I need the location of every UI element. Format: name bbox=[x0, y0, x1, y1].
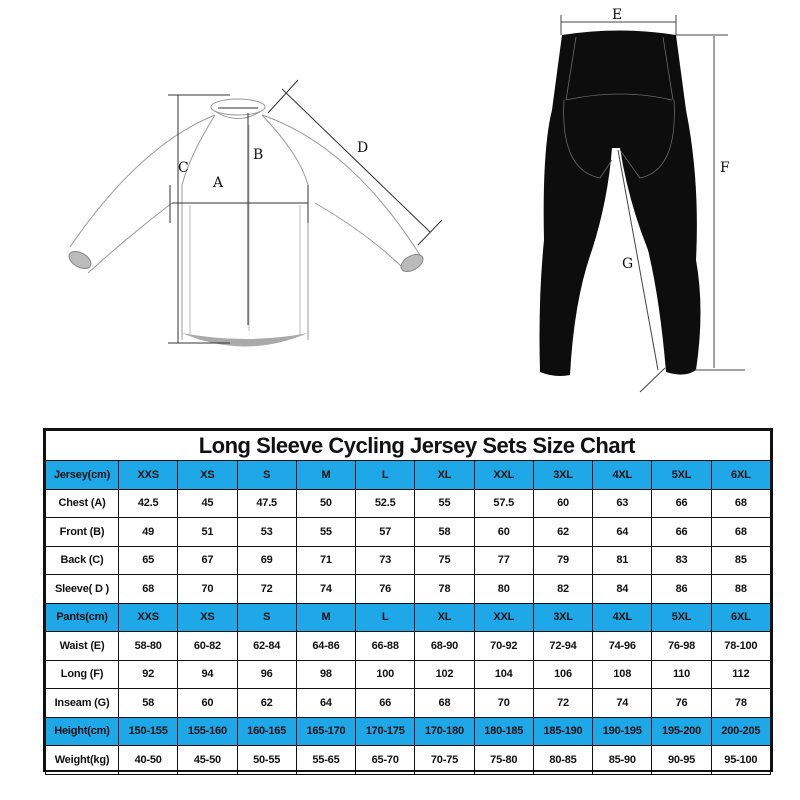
table-cell: 5XL bbox=[652, 603, 711, 632]
table-cell: XL bbox=[415, 461, 474, 490]
table-cell: 80 bbox=[474, 575, 533, 604]
table-cell: 4XL bbox=[593, 461, 652, 490]
table-cell: 70 bbox=[474, 689, 533, 718]
table-cell: XXL bbox=[474, 603, 533, 632]
table-cell: XXS bbox=[119, 603, 178, 632]
table-cell: 70-92 bbox=[474, 632, 533, 661]
table-cell: XXS bbox=[119, 461, 178, 490]
table-cell: 66 bbox=[652, 518, 711, 547]
row-label: Inseam (G) bbox=[46, 689, 119, 718]
table-cell: 60 bbox=[178, 689, 237, 718]
table-cell: 73 bbox=[356, 546, 415, 575]
table-cell: 57.5 bbox=[474, 489, 533, 518]
table-row bbox=[46, 689, 771, 718]
table-row bbox=[46, 518, 771, 547]
table-row bbox=[46, 660, 771, 689]
table-cell: 102 bbox=[415, 660, 474, 689]
table-cell: 160-165 bbox=[237, 717, 296, 746]
table-cell: 185-190 bbox=[533, 717, 592, 746]
table-cell: 76 bbox=[356, 575, 415, 604]
table-cell: 85-90 bbox=[593, 746, 652, 775]
table-cell: 68-90 bbox=[415, 632, 474, 661]
table-cell: 68 bbox=[711, 518, 770, 547]
table-cell: 78 bbox=[415, 575, 474, 604]
table-cell: XS bbox=[178, 603, 237, 632]
table-cell: 70-75 bbox=[415, 746, 474, 775]
table-cell: 190-195 bbox=[593, 717, 652, 746]
table-cell: 40-50 bbox=[119, 746, 178, 775]
table-cell: 66 bbox=[652, 489, 711, 518]
table-cell: 62 bbox=[237, 689, 296, 718]
table-cell: 6XL bbox=[711, 461, 770, 490]
table-cell: 81 bbox=[593, 546, 652, 575]
table-cell: 170-180 bbox=[415, 717, 474, 746]
table-cell: M bbox=[296, 461, 355, 490]
table-cell: 77 bbox=[474, 546, 533, 575]
table-cell: 63 bbox=[593, 489, 652, 518]
table-cell: S bbox=[237, 603, 296, 632]
jersey-outline-icon bbox=[50, 75, 470, 365]
table-cell: 55-65 bbox=[296, 746, 355, 775]
row-label: Back (C) bbox=[46, 546, 119, 575]
table-cell: 76 bbox=[652, 689, 711, 718]
table-cell: 70 bbox=[178, 575, 237, 604]
table-cell: 180-185 bbox=[474, 717, 533, 746]
table-cell: XL bbox=[415, 603, 474, 632]
table-cell: 86 bbox=[652, 575, 711, 604]
table-cell: 52.5 bbox=[356, 489, 415, 518]
table-cell: 94 bbox=[178, 660, 237, 689]
row-label: Front (B) bbox=[46, 518, 119, 547]
table-cell: 6XL bbox=[711, 603, 770, 632]
table-cell: 69 bbox=[237, 546, 296, 575]
table-cell: 72 bbox=[533, 689, 592, 718]
table-cell: 64 bbox=[296, 689, 355, 718]
table-cell: 165-170 bbox=[296, 717, 355, 746]
row-label: Pants(cm) bbox=[46, 603, 119, 632]
table-cell: M bbox=[296, 603, 355, 632]
label-g: G bbox=[622, 256, 634, 272]
table-cell: 155-160 bbox=[178, 717, 237, 746]
table-cell: 85 bbox=[711, 546, 770, 575]
table-cell: 72-94 bbox=[533, 632, 592, 661]
table-cell: XS bbox=[178, 461, 237, 490]
table-cell: 55 bbox=[296, 518, 355, 547]
table-cell: 195-200 bbox=[652, 717, 711, 746]
table-cell: 106 bbox=[533, 660, 592, 689]
pants-outline-icon bbox=[500, 0, 760, 400]
table-cell: 108 bbox=[593, 660, 652, 689]
table-cell: 53 bbox=[237, 518, 296, 547]
table-cell: 45-50 bbox=[178, 746, 237, 775]
table-cell: 66-88 bbox=[356, 632, 415, 661]
table-cell: 45 bbox=[178, 489, 237, 518]
table-cell: 68 bbox=[119, 575, 178, 604]
table-cell: 5XL bbox=[652, 461, 711, 490]
table-cell: 72 bbox=[237, 575, 296, 604]
table-cell: 82 bbox=[533, 575, 592, 604]
table-cell: 64-86 bbox=[296, 632, 355, 661]
table-cell: 42.5 bbox=[119, 489, 178, 518]
table-cell: 96 bbox=[237, 660, 296, 689]
table-row bbox=[46, 575, 771, 604]
table-cell: 104 bbox=[474, 660, 533, 689]
jersey-diagram bbox=[50, 75, 470, 365]
table-cell: 68 bbox=[711, 489, 770, 518]
table-cell: 170-175 bbox=[356, 717, 415, 746]
table-cell: 47.5 bbox=[237, 489, 296, 518]
table-cell: 3XL bbox=[533, 603, 592, 632]
table-cell: 58 bbox=[119, 689, 178, 718]
size-chart-table bbox=[43, 428, 773, 772]
height-row bbox=[46, 717, 771, 746]
table-cell: 65 bbox=[119, 546, 178, 575]
table-cell: L bbox=[356, 603, 415, 632]
table-cell: 3XL bbox=[533, 461, 592, 490]
table-cell: 80-85 bbox=[533, 746, 592, 775]
table-title: Long Sleeve Cycling Jersey Sets Size Chart bbox=[46, 431, 771, 461]
table-cell: 95-100 bbox=[711, 746, 770, 775]
table-cell: 49 bbox=[119, 518, 178, 547]
table-cell: 62-84 bbox=[237, 632, 296, 661]
table-cell: 58 bbox=[415, 518, 474, 547]
table-cell: 65-70 bbox=[356, 746, 415, 775]
table-cell: 60 bbox=[533, 489, 592, 518]
table-cell: 55 bbox=[415, 489, 474, 518]
table-cell: 71 bbox=[296, 546, 355, 575]
table-cell: 58-80 bbox=[119, 632, 178, 661]
table-cell: 76-98 bbox=[652, 632, 711, 661]
table-cell: 62 bbox=[533, 518, 592, 547]
table-cell: 50-55 bbox=[237, 746, 296, 775]
table-cell: 67 bbox=[178, 546, 237, 575]
table-cell: 78-100 bbox=[711, 632, 770, 661]
table-cell: 64 bbox=[593, 518, 652, 547]
table-cell: 75 bbox=[415, 546, 474, 575]
table-cell: 51 bbox=[178, 518, 237, 547]
table-cell: 74 bbox=[296, 575, 355, 604]
row-label: Chest (A) bbox=[46, 489, 119, 518]
table-cell: 110 bbox=[652, 660, 711, 689]
weight-row bbox=[46, 746, 771, 775]
row-label: Height(cm) bbox=[46, 717, 119, 746]
row-label: Waist (E) bbox=[46, 632, 119, 661]
table-cell: 84 bbox=[593, 575, 652, 604]
jersey-header-row bbox=[46, 461, 771, 490]
row-label: Weight(kg) bbox=[46, 746, 119, 775]
table-cell: XXL bbox=[474, 461, 533, 490]
table-cell: 74-96 bbox=[593, 632, 652, 661]
table-cell: 66 bbox=[356, 689, 415, 718]
table-row bbox=[46, 632, 771, 661]
table-cell: 50 bbox=[296, 489, 355, 518]
label-b: B bbox=[253, 147, 264, 163]
label-a: A bbox=[213, 175, 224, 191]
pants-header-row bbox=[46, 603, 771, 632]
table-cell: 4XL bbox=[593, 603, 652, 632]
table-cell: 83 bbox=[652, 546, 711, 575]
label-e: E bbox=[612, 7, 623, 23]
table-cell: 150-155 bbox=[119, 717, 178, 746]
table-cell: 60-82 bbox=[178, 632, 237, 661]
table-cell: 112 bbox=[711, 660, 770, 689]
row-label: Sleeve( D ) bbox=[46, 575, 119, 604]
row-label: Long (F) bbox=[46, 660, 119, 689]
label-c: C bbox=[178, 160, 189, 176]
table-cell: 78 bbox=[711, 689, 770, 718]
table-cell: 92 bbox=[119, 660, 178, 689]
pants-diagram bbox=[500, 0, 760, 400]
table-row bbox=[46, 546, 771, 575]
table-cell: L bbox=[356, 461, 415, 490]
table-cell: S bbox=[237, 461, 296, 490]
table-cell: 90-95 bbox=[652, 746, 711, 775]
table-cell: 60 bbox=[474, 518, 533, 547]
row-label: Jersey(cm) bbox=[46, 461, 119, 490]
table-cell: 68 bbox=[415, 689, 474, 718]
table-cell: 74 bbox=[593, 689, 652, 718]
table-cell: 98 bbox=[296, 660, 355, 689]
table-row bbox=[46, 489, 771, 518]
table-cell: 79 bbox=[533, 546, 592, 575]
label-f: F bbox=[720, 160, 730, 176]
table-cell: 88 bbox=[711, 575, 770, 604]
label-d: D bbox=[357, 140, 369, 156]
table-cell: 57 bbox=[356, 518, 415, 547]
table-cell: 75-80 bbox=[474, 746, 533, 775]
table-cell: 200-205 bbox=[711, 717, 770, 746]
table-cell: 100 bbox=[356, 660, 415, 689]
